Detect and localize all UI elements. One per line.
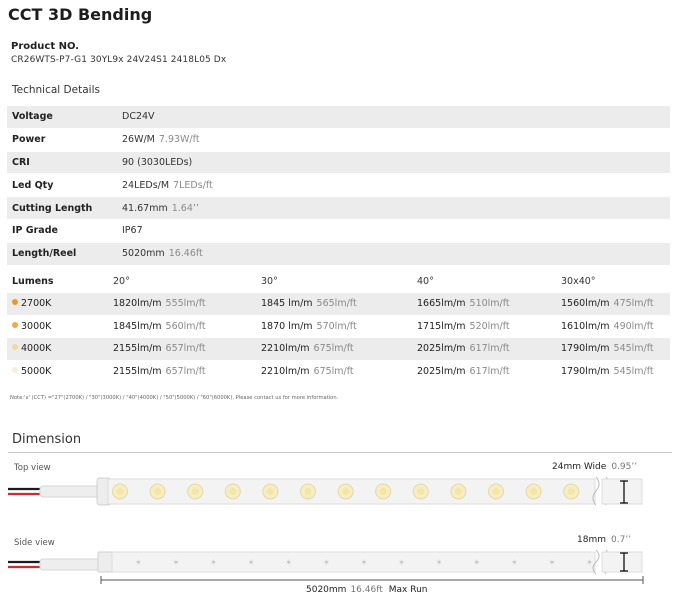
side-view-strip bbox=[8, 550, 642, 574]
led-core bbox=[117, 488, 124, 495]
lumens-cell: 1790lm/m 545lm/ft bbox=[561, 338, 670, 360]
lumens-cell: 2210lm/m 675lm/ft bbox=[261, 365, 354, 377]
lumens-cell: 2210lm/m 675lm/ft bbox=[261, 338, 417, 360]
lumens-cell: 1845lm/m 560lm/ft bbox=[113, 320, 206, 332]
cct-label: 3000K bbox=[7, 316, 113, 338]
spec-value: 26W/M 7.93W/ft bbox=[122, 134, 200, 146]
spec-key: Power bbox=[12, 134, 46, 146]
lumens-cell: 1715lm/m 520lm/ft bbox=[417, 320, 510, 332]
strip-end-top bbox=[602, 479, 642, 504]
technical-details-heading: Technical Details bbox=[12, 84, 100, 96]
angle-header: 40° bbox=[417, 276, 434, 287]
led-core bbox=[229, 488, 236, 495]
led-core bbox=[342, 488, 349, 495]
led-side-marker: ✶ bbox=[360, 558, 368, 567]
spec-key: IP Grade bbox=[12, 225, 58, 237]
spec-key: Led Qty bbox=[12, 179, 54, 191]
dimension-heading: Dimension bbox=[12, 432, 82, 447]
led-side-marker: ✶ bbox=[586, 558, 593, 567]
lumens-cell: 2155lm/m 657lm/ft bbox=[113, 338, 261, 360]
lumens-cell: 1845 lm/m 565lm/ft bbox=[261, 293, 417, 315]
led-side-marker: ✶ bbox=[247, 558, 255, 567]
spec-value: DC24V bbox=[122, 106, 670, 128]
led-core bbox=[154, 488, 161, 495]
led-core bbox=[568, 488, 575, 495]
page-title: CCT 3D Bending bbox=[8, 5, 153, 24]
spec-value: 41.67mm 1.64’’ bbox=[122, 197, 670, 219]
led-side-marker: ✶ bbox=[135, 558, 142, 567]
spec-value: IP67 bbox=[122, 225, 143, 237]
product-number-label: Product NO. bbox=[11, 41, 80, 52]
cct-label: 5000K bbox=[7, 361, 113, 383]
lumens-label: Lumens bbox=[12, 276, 54, 287]
side-view-label: Side view bbox=[14, 538, 55, 548]
top-view-strip bbox=[8, 477, 642, 505]
led-core bbox=[267, 488, 274, 495]
led-core bbox=[493, 488, 500, 495]
led-core bbox=[380, 488, 387, 495]
spec-value: 24LEDs/M 7LEDs/ft bbox=[122, 179, 213, 191]
led-side-marker: ✶ bbox=[511, 558, 518, 567]
led-side-marker: ✶ bbox=[172, 558, 180, 567]
led-side-marker: ✶ bbox=[435, 558, 443, 567]
width-dimension-text: 24mm Wide 0.95’’ bbox=[552, 462, 638, 472]
length-dimension-text: 5020mm 16.46ft Max Run bbox=[306, 585, 428, 595]
led-side-marker: ✶ bbox=[473, 558, 481, 567]
spec-key: Voltage bbox=[7, 106, 122, 128]
spec-value: 90 (3030LEDs) bbox=[122, 152, 670, 174]
led-side-marker: ✶ bbox=[210, 558, 217, 567]
lumens-cell: 2025lm/m 617lm/ft bbox=[417, 338, 561, 360]
spec-key: CRI bbox=[7, 152, 122, 174]
lumens-cell: 2025lm/m 617lm/ft bbox=[417, 365, 510, 377]
height-dimension-text: 18mm 0.7’’ bbox=[577, 535, 632, 545]
lumens-cell: 2155lm/m 657lm/ft bbox=[113, 365, 206, 377]
angle-header: 20° bbox=[113, 276, 130, 287]
led-side-marker: ✶ bbox=[285, 558, 293, 567]
led-side-marker: ✶ bbox=[548, 558, 556, 567]
led-core bbox=[305, 488, 312, 495]
led-side-marker: ✶ bbox=[323, 558, 330, 567]
lumens-cell: 1560lm/m 475lm/ft bbox=[561, 293, 670, 315]
wire-sheath bbox=[40, 486, 100, 497]
cct-note: Note:'x' (CCT) ="27"(2700K) / "30"(3000K) / "40"(4000K) / "50"(5000K) / "60"(6000K), Please contact us for more information. bbox=[10, 395, 339, 401]
strip-body-side bbox=[112, 552, 595, 572]
spec-key: Cutting Length bbox=[7, 197, 122, 219]
spec-key: Length/Reel bbox=[7, 243, 122, 265]
product-number-value: CR26WTS-P7-G1 30YL9x 24V24S1 2418L05 Dx bbox=[11, 55, 227, 65]
led-core bbox=[417, 488, 424, 495]
spec-value: 5020mm 16.46ft bbox=[122, 243, 670, 265]
angle-header: 30° bbox=[261, 276, 278, 287]
lumens-cell: 1665lm/m 510lm/ft bbox=[417, 293, 561, 315]
lumens-cell: 1870 lm/m 570lm/ft bbox=[261, 320, 357, 332]
lumens-cell: 1820lm/m 555lm/ft bbox=[113, 293, 261, 315]
cct-label: 4000K bbox=[7, 338, 113, 360]
led-side-marker: ✶ bbox=[398, 558, 405, 567]
led-core bbox=[192, 488, 199, 495]
lumens-cell: 1610lm/m 490lm/ft bbox=[561, 320, 654, 332]
angle-header: 30x40° bbox=[561, 276, 596, 287]
lumens-cell: 1790lm/m 545lm/ft bbox=[561, 365, 654, 377]
led-core bbox=[530, 488, 537, 495]
top-view-label: Top view bbox=[14, 463, 51, 473]
led-core bbox=[455, 488, 462, 495]
cct-label: 2700K bbox=[7, 293, 113, 315]
length-dimension-line bbox=[101, 576, 643, 584]
